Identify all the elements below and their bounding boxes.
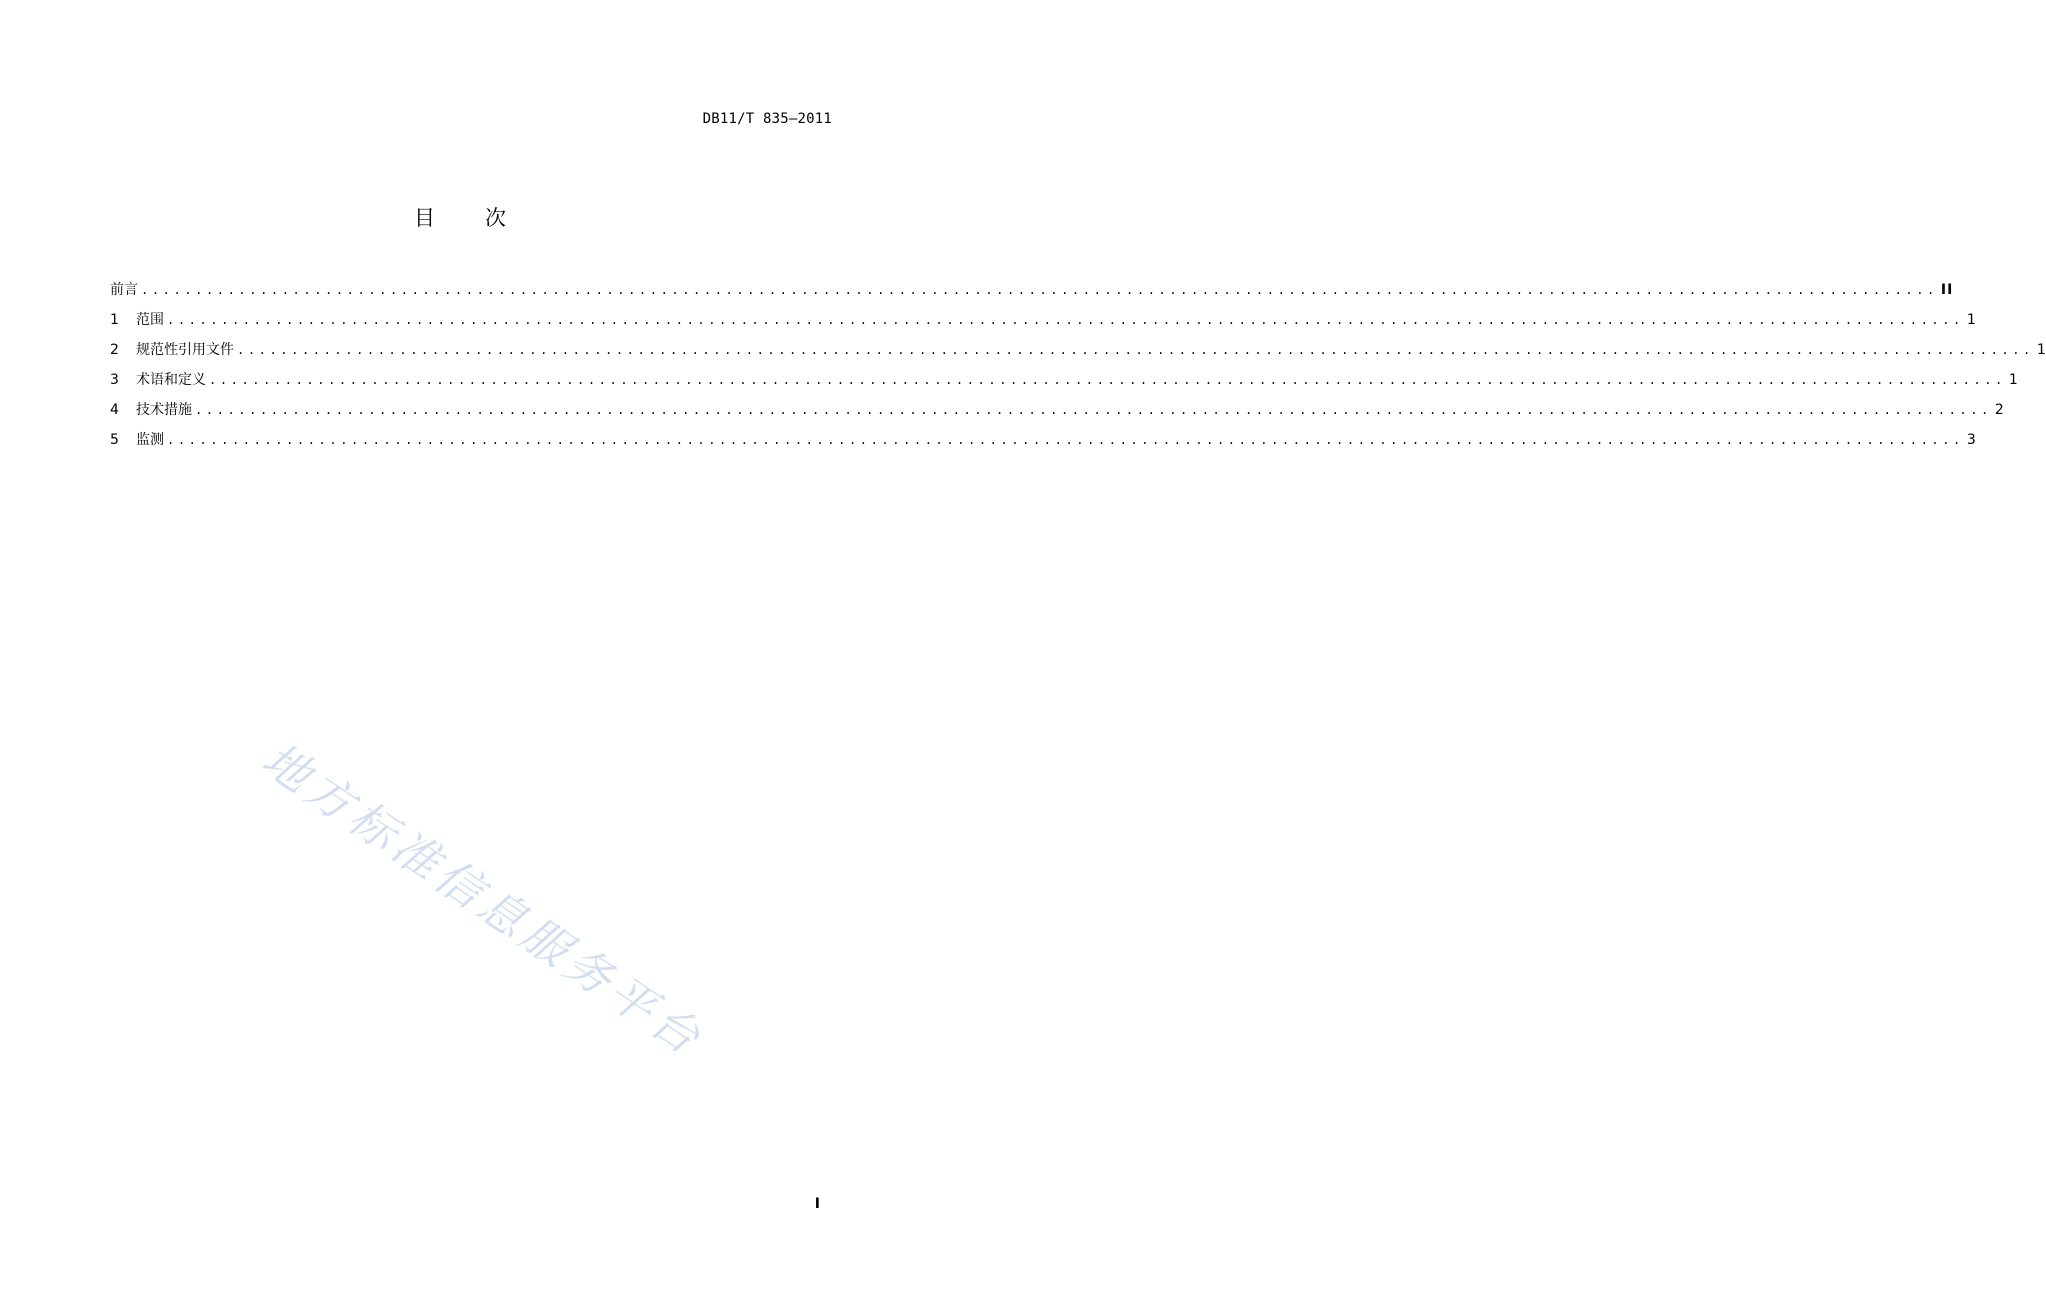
- toc-entry-page: 3: [1966, 432, 1976, 448]
- toc-entry-label: 规范性引用文件: [136, 342, 234, 358]
- toc-entry-technical-measures[interactable]: [110, 400, 2004, 430]
- toc-entry-number: 1: [110, 312, 119, 328]
- toc-dot-leader: ......................................................................................................................................................................: [209, 373, 2006, 387]
- toc-dot-leader: ......................................................................................................................................................................: [237, 343, 2034, 357]
- toc-entry-page: 1: [2036, 342, 2046, 358]
- toc-entry-number: 3: [110, 372, 119, 388]
- toc-entry-page: 1: [2008, 372, 2018, 388]
- toc-entry-label: 监测: [136, 432, 164, 448]
- toc-entry-number: 5: [110, 432, 119, 448]
- toc-entry-terms-definitions[interactable]: [110, 370, 2018, 400]
- toc-dot-leader: ......................................................................................................................................................................: [167, 433, 1964, 447]
- toc-entry-page: 2: [1994, 402, 2004, 418]
- toc-entry-number: 2: [110, 342, 119, 358]
- standard-code: DB11/T 835—2011: [702, 111, 832, 127]
- toc-entry-label: 技术措施: [136, 402, 192, 418]
- page-number: I: [814, 1196, 820, 1212]
- table-of-contents: [110, 280, 2046, 460]
- watermark: 地方标准信息服务平台: [252, 731, 714, 1068]
- toc-entry-scope[interactable]: [110, 310, 1976, 340]
- toc-entry-preface[interactable]: [110, 280, 1954, 310]
- toc-entry-page: II: [1940, 282, 1954, 298]
- toc-dot-leader: ......................................................................................................................................................................: [195, 403, 1992, 417]
- page-title: 目次: [414, 206, 556, 230]
- toc-entry-number: 4: [110, 402, 119, 418]
- toc-entry-label: 术语和定义: [136, 372, 206, 388]
- toc-entry-monitoring[interactable]: [110, 430, 1976, 460]
- toc-entry-page: 1: [1966, 312, 1976, 328]
- toc-entry-normative-references[interactable]: [110, 340, 2046, 370]
- toc-dot-leader: ......................................................................................................................................................................: [141, 283, 1938, 297]
- toc-dot-leader: ......................................................................................................................................................................: [167, 313, 1964, 327]
- toc-entry-label: 前言: [110, 282, 138, 298]
- toc-entry-label: 范围: [136, 312, 164, 328]
